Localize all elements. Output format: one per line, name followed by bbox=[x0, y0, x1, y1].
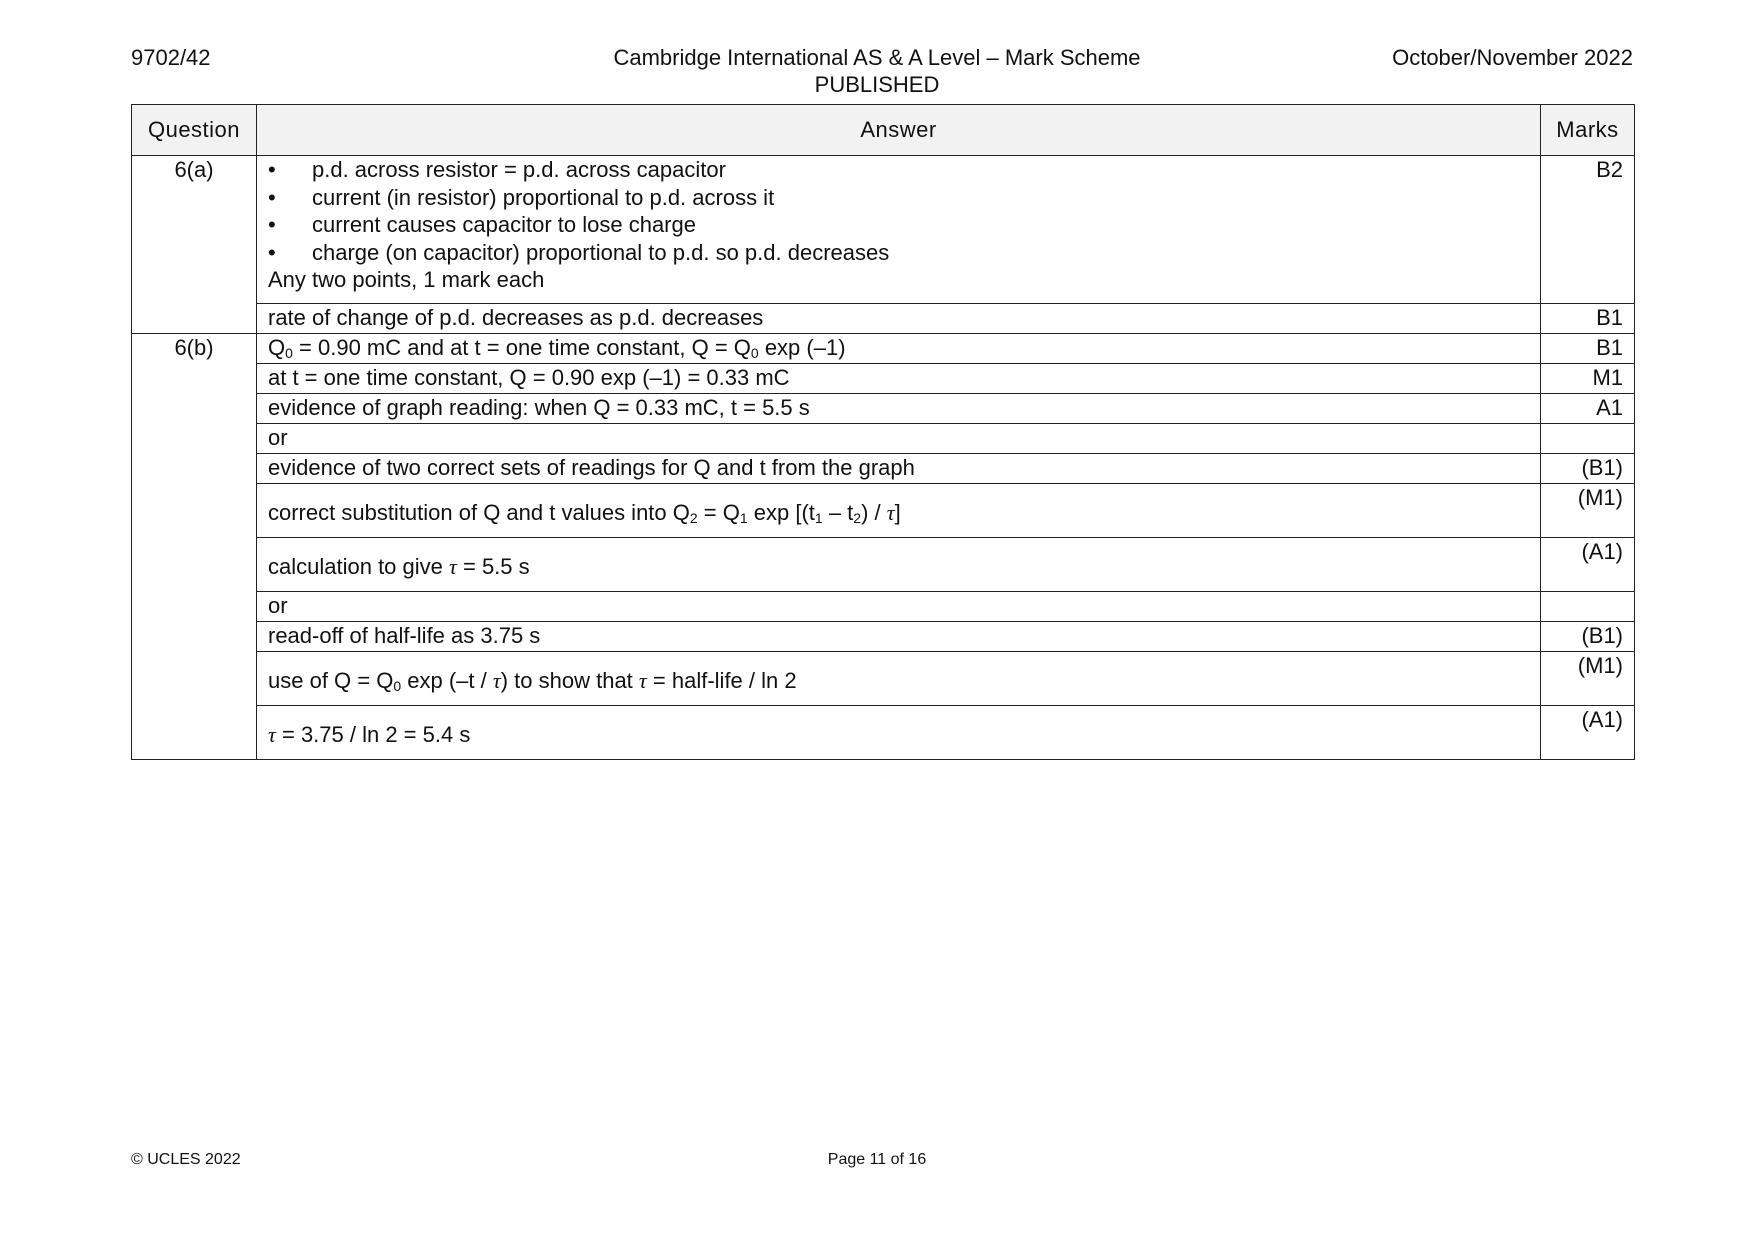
copyright-notice: © UCLES 2022 bbox=[131, 1151, 241, 1168]
marks-cell: A1 bbox=[1541, 393, 1635, 423]
list-item: • current causes capacitor to lose charge bbox=[268, 211, 1529, 239]
answer-text: exp (–1) bbox=[758, 334, 846, 360]
marks-cell: (B1) bbox=[1541, 621, 1635, 651]
answer-cell bbox=[257, 483, 1541, 537]
tau-symbol: τ bbox=[638, 667, 647, 693]
question-column-header: Question bbox=[132, 105, 257, 156]
answer-cell: or bbox=[257, 591, 1541, 621]
subscript: 1 bbox=[814, 509, 823, 526]
table-row bbox=[132, 453, 1635, 483]
answer-cell: read-off of half-life as 3.75 s bbox=[257, 621, 1541, 651]
subscript: 0 bbox=[393, 677, 402, 694]
answer-text: = half-life / ln 2 bbox=[646, 667, 797, 693]
answer-cell: evidence of two correct sets of readings for Q and t from the graph bbox=[257, 453, 1541, 483]
answer-cell bbox=[257, 333, 1541, 363]
marks-cell: B1 bbox=[1541, 303, 1635, 333]
answer-text: Q bbox=[268, 334, 286, 360]
tau-symbol: τ bbox=[449, 553, 457, 579]
answer-cell bbox=[257, 537, 1541, 591]
table-row bbox=[132, 621, 1635, 651]
marks-cell bbox=[1541, 591, 1635, 621]
marks-cell: (M1) bbox=[1541, 483, 1635, 537]
answer-cell bbox=[257, 705, 1541, 759]
answer-column-header: Answer bbox=[257, 105, 1541, 156]
mark-scheme-title: Cambridge International AS & A Level – Mark Scheme bbox=[613, 45, 1141, 70]
marks-cell: M1 bbox=[1541, 363, 1635, 393]
exam-session: October/November 2022 bbox=[1392, 45, 1633, 70]
answer-cell: or bbox=[257, 423, 1541, 453]
marks-cell bbox=[1541, 423, 1635, 453]
subscript: 2 bbox=[689, 509, 698, 526]
marks-cell: (A1) bbox=[1541, 537, 1635, 591]
answer-text: exp [(t bbox=[747, 499, 815, 525]
answer-text: calculation to give bbox=[268, 553, 449, 579]
answer-text: use of Q = Q bbox=[268, 667, 394, 693]
question-number-6a: 6(a) bbox=[132, 156, 257, 334]
table-row bbox=[132, 363, 1635, 393]
list-item: • current (in resistor) proportional to p.d. across it bbox=[268, 184, 1529, 212]
marking-note: Any two points, 1 mark each bbox=[268, 267, 545, 292]
question-number-6b: 6(b) bbox=[132, 333, 257, 759]
table-row bbox=[132, 303, 1635, 333]
marks-cell: (M1) bbox=[1541, 651, 1635, 705]
table-row bbox=[132, 537, 1635, 591]
subscript: 2 bbox=[853, 509, 862, 526]
table-row bbox=[132, 591, 1635, 621]
answer-cell bbox=[257, 651, 1541, 705]
answer-cell: evidence of graph reading: when Q = 0.33 mC, t = 5.5 s bbox=[257, 393, 1541, 423]
table-row bbox=[132, 705, 1635, 759]
marks-cell: (A1) bbox=[1541, 705, 1635, 759]
paper-code: 9702/42 bbox=[131, 45, 211, 70]
answer-text: ) / bbox=[861, 499, 887, 525]
answer-cell bbox=[257, 156, 1541, 304]
published-label: PUBLISHED bbox=[814, 72, 940, 97]
marks-column-header: Marks bbox=[1541, 105, 1635, 156]
marks-cell: B1 bbox=[1541, 333, 1635, 363]
answer-text: = 0.90 mC and at t = one time constant, Q = Q bbox=[292, 334, 751, 360]
answer-text: = 3.75 / ln 2 = 5.4 s bbox=[275, 721, 471, 747]
list-item: • p.d. across resistor = p.d. across capacitor bbox=[268, 156, 1529, 184]
table-row bbox=[132, 393, 1635, 423]
page-number: Page 11 of 16 bbox=[827, 1151, 927, 1168]
document-title bbox=[477, 44, 1277, 98]
subscript: 0 bbox=[750, 344, 759, 361]
table-row bbox=[132, 333, 1635, 363]
answer-text: = Q bbox=[697, 499, 740, 525]
table-row bbox=[132, 651, 1635, 705]
table-row bbox=[132, 483, 1635, 537]
answer-text: correct substitution of Q and t values into Q bbox=[268, 499, 690, 525]
tau-symbol: τ bbox=[886, 499, 895, 525]
list-item: • charge (on capacitor) proportional to p.d. so p.d. decreases bbox=[268, 239, 1529, 267]
answer-text: – t bbox=[822, 499, 854, 525]
answer-cell: rate of change of p.d. decreases as p.d. decreases bbox=[257, 303, 1541, 333]
answer-text: ] bbox=[894, 499, 901, 525]
tau-symbol: τ bbox=[492, 667, 501, 693]
answer-bullet-list bbox=[268, 156, 1529, 266]
table-row bbox=[132, 423, 1635, 453]
subscript: 0 bbox=[285, 344, 293, 361]
answer-text: exp (–t / bbox=[401, 667, 493, 693]
marks-cell: (B1) bbox=[1541, 453, 1635, 483]
answer-text: = 5.5 s bbox=[456, 553, 530, 579]
mark-scheme-table bbox=[131, 104, 1635, 760]
table-header-row bbox=[132, 105, 1635, 156]
answer-text: ) to show that bbox=[500, 667, 639, 693]
answer-cell: at t = one time constant, Q = 0.90 exp (–1) = 0.33 mC bbox=[257, 363, 1541, 393]
tau-symbol: τ bbox=[268, 721, 276, 747]
table-row bbox=[132, 156, 1635, 304]
marks-cell: B2 bbox=[1541, 156, 1635, 304]
subscript: 1 bbox=[739, 509, 748, 526]
